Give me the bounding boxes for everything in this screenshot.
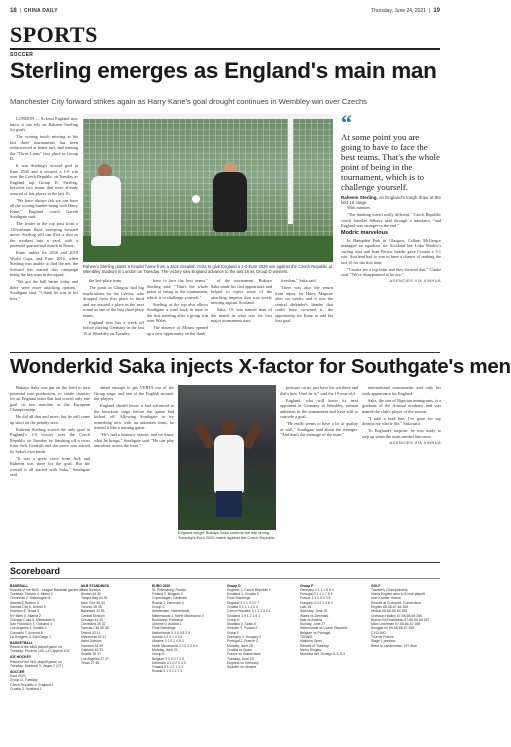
paragraph: "We have always felt we can have all the scoring burden being with Harry Kane," England coach Gareth Southgate said.: [10, 197, 78, 219]
scoreboard-heading: EURO 2020: [152, 583, 171, 588]
scoreboard-row: TENNIS: [300, 635, 313, 640]
scoreboard-row: Ukraine 0, Austria 1: [152, 622, 182, 627]
scoreboard-row: Result of the NBA playoff game on: [10, 645, 62, 650]
scoreboard-row: Baltimore 22 51: [81, 609, 105, 614]
paragraph: Sterling, at the top also allows Southgate a road back in time to the first meeting after a group win over Wales.: [147, 301, 208, 323]
story1-right-column: [341, 205, 441, 348]
story1-column-5: [275, 278, 333, 348]
story2-photo-caption: England winger Bukayo Saka controls the ball during Tuesday's Euro 2020 match against the Czech Republic.: [178, 530, 276, 540]
scoreboard-row: Houston 8, Texas 3: [10, 609, 39, 614]
scoreboard-row: Netherlands 3, North Macedonia 0: [152, 613, 204, 618]
scoreboard-row: Bucharest, Romania: [152, 617, 183, 622]
scoreboard-row: Los Angeles 4, Seattle 2: [10, 626, 47, 631]
story1-left-column: [10, 116, 78, 348]
scoreboard-row: Russia 1, Denmark 4: [152, 600, 184, 605]
scoreboard-row: Hungary 3 0 2 1 3 6 2: [300, 600, 333, 605]
scoreboard-row: Travelers Championship: [371, 587, 408, 592]
scoreboard-row: Finland 3 1 0 2 1 3 3: [152, 665, 183, 670]
paragraph: England should know it had advanced to the knockout stage before the game had kicked off. Allowing Southgate to try something new with an unbeaten team, he treated it like a training game.: [94, 403, 174, 430]
byline: AGENCIES VIA XINHUA: [389, 279, 441, 283]
section-title: SPORTS: [10, 22, 98, 47]
scoreboard-row: Group E: [227, 617, 240, 622]
scoreboard-row: Minnesota 32 41: [81, 635, 107, 640]
scoreboard-column-5: [300, 582, 368, 742]
scoreboard-row: Tuesday: Toronto 4, Miami 2: [10, 592, 53, 597]
scoreboard-row: Portugal 2, France 2: [227, 639, 258, 644]
player-right-arm: [241, 422, 262, 450]
scoreboard-heading: GOLF: [371, 583, 381, 588]
section-rule: [10, 48, 440, 50]
player-shorts: [216, 491, 242, 517]
scoreboard-row: CYCLING: [371, 630, 387, 635]
scoreboard-row: San Francisco 3, Oakland 4: [10, 622, 52, 627]
scoreboard-row: Saturday, June 26: [300, 609, 328, 614]
player-figure: [91, 176, 121, 246]
scoreboard-row: Chicago Cubs 6, Milwaukee 5: [10, 617, 55, 622]
story1-photo: [83, 114, 333, 262]
scoreboard-row: Boston 44 30: [81, 592, 101, 597]
goalkeeper-figure: [213, 172, 247, 232]
scoreboard-row: England 3 2 1 0 2 0 7: [227, 600, 260, 605]
scoreboard-row: Croatia 3, Scotland 1: [10, 686, 42, 691]
paragraph: "I take a lead line. I've gone for my dreams my whole life," Saka said.: [362, 415, 441, 426]
paragraph: Bukayo Saka was put on the field to turn potential into production, to create chances for an England team that had scored only one goal in two matches at the European Championship.: [10, 385, 90, 412]
scoreboard-row: Kansas City 6, Detroit 5: [10, 604, 46, 609]
scoreboard-row: Colorado 7, Arizona 8: [10, 630, 43, 635]
publication-logo: CHINA DAILY: [24, 8, 58, 14]
scoreboard-row: Last 16: [300, 604, 312, 609]
paragraph: There was also the return from injury for Harry Maguire after six weeks, and it was the central defender's header that could have crowned it, the opportunity for Kane to add his first goal.: [275, 285, 333, 323]
page-number-right: 19: [433, 8, 440, 14]
scoreboard-row: Tour de France: [371, 635, 394, 640]
scoreboard-row: Chesson Hadley 67-68-66-65 266: [371, 613, 422, 618]
scoreboard-row: Euro 2020: [10, 673, 26, 678]
story1-column-2: [83, 278, 144, 348]
scoreboard-row: Finland 0, Belgium 2: [152, 592, 183, 597]
paragraph: pressure on us, just have his wit there and that's how I feel he is," said the 19-year-old.: [280, 385, 358, 396]
scoreboard-row: Cincinnati 2, Washington 8: [10, 596, 51, 601]
scoreboard-row: Germany 3 1 1 1 6 5 4: [300, 587, 334, 592]
scoreboard-row: Houston 44 30: [81, 643, 104, 648]
story2-photo: [178, 385, 276, 530]
scoreboard-row: Tuesday, June 29: [227, 656, 254, 661]
scoreboard-row: LA Dodgers 3, San Diego 2: [10, 635, 52, 640]
goalpost: [288, 114, 293, 224]
story1-deck: Manchester City forward strikes again as Harry Kane's goal drought continues in Wembley win over Czechs: [10, 97, 367, 106]
scoreboard-row: Monday, June 21: [152, 647, 178, 652]
byline: AGENCIES VIA XINHUA: [389, 440, 441, 445]
quote-mark-icon: “: [341, 110, 352, 135]
scoreboard-row: Kansas City 35 38: [81, 626, 109, 631]
scoreboard-row: Seattle 39 37: [81, 652, 101, 657]
scoreboard-row: England 1, Czech Republic 0: [227, 587, 271, 592]
story2-column-4: [280, 385, 358, 541]
scoreboard-row: Marc Leishman 67-68-66-67 268: [371, 622, 421, 627]
scoreboard-row: English 68-66-67-64 265: [371, 604, 409, 609]
scoreboard-row: Harris English wins in 8-hole playoff: [371, 592, 425, 597]
scoreboard-column-2: [81, 582, 149, 742]
paragraph: "The thinking wasn't really different," Czech Republic coach Jaroslav Silhavy said through a translator, "and England was stronger in the end.": [341, 212, 441, 228]
scoreboard-row: Amsterdam, Netherlands: [152, 609, 190, 614]
scoreboard-row: Detroit 33 41: [81, 630, 101, 635]
scoreboard-row: Nishioka def. Sonego 6-3, 6-3: [300, 652, 345, 657]
story1-photo-caption: Raheem Sterling plants a header home from a Jack Grealish cross to give England a 1-0 Euro 2020 win against the Czech Republic at Wembley Stadium in London on Tuesday. The victory saw England advance to the last 16 as Group D winners.: [83, 264, 333, 275]
scoreboard-row: Atlanta 8, Boston 3: [10, 600, 39, 605]
paragraph: have to face the best teams," Sterling said. "That's the whole point of being in the tournament, which is to challenge yourself.": [147, 278, 208, 300]
scoreboard-row: Tuesday: Phoenix 104, LA Clippers 103: [10, 649, 70, 654]
story2-column-5: [362, 385, 441, 541]
scoreboard-row: Germany 2, Hungary 2: [227, 635, 262, 640]
scoreboard-heading: Group D: [227, 583, 241, 588]
scoreboard-row: Scotland 3 0 1 2 1 5 1: [227, 613, 260, 618]
paragraph: Saka, the son of Nigerian immigrants, is a graduate of the Arsenal academy and was named the club's player of the season.: [362, 397, 441, 414]
pull-quote-context: on England's tough draw at the last 16 stage: [341, 195, 441, 206]
scoreboard-row: Final Standings: [152, 626, 176, 631]
paragraph: of the tournament, Bukayo Saka made his first appearance and helped to inject some of the attacking impetus that was sorely missing against Scotland.: [211, 278, 272, 305]
scoreboard-column-4: [227, 582, 297, 742]
scoreboard-row: Texas 27 48: [81, 660, 100, 665]
page-number-left: 18: [10, 8, 17, 14]
paragraph: England now has a week off before playing Germany in the last 16 at Wembley on Tuesday.: [83, 319, 144, 336]
pull-quote: [341, 110, 441, 206]
story2-headline: Wonderkid Saka injects X-factor for Southgate's men: [10, 355, 511, 378]
paragraph: In Hampden Park in Glasgow, Callum McGregor managed an equalizer for Scotland but Luka Modric's curling shot and Ivan Perisic header gave Croatia a 3-1 win. Scotland had to win to have a chance of making the last 16 for the first time.: [341, 237, 441, 265]
paragraph: He did all that and more, but he still came up short on the penalty area.: [10, 414, 90, 425]
story1-headline: Sterling emerges as England's main man: [10, 58, 437, 83]
scoreboard-row: Oakland 43 33: [81, 647, 104, 652]
scoreboard-rule: [10, 562, 440, 563]
scoreboard-row: Group C: [152, 604, 165, 609]
paragraph: ahead enough to get VERTA out of the Group stage, and one of the English second-tier players.: [94, 385, 174, 401]
masthead-right: [371, 8, 440, 14]
paragraph: "It was a great cross from Jack and Raheem was there for the goal. But the overall it all started with Saka," Southgate said.: [10, 455, 90, 477]
scoreboard-row: Monday, June 28: [227, 643, 253, 648]
scoreboard-row: New York 38 34: [81, 600, 105, 605]
paragraph: "He really seems to have a lot of quality as well," Southgate said about the teenager. "And that's the message of the team.": [280, 421, 358, 437]
story1-column-4: [211, 278, 272, 348]
scoreboard-row: Italy vs Austria: [300, 617, 322, 622]
story2-column-1: [10, 385, 90, 541]
scoreboard-row: Croatia 3 1 1 1 4 3 4: [227, 604, 258, 609]
scoreboard-row: North Macedonia 3 0 0 3 2 8 0: [152, 643, 198, 648]
paragraph: the last-place team.: [89, 278, 123, 283]
pull-quote-name: Raheem Sterling,: [341, 195, 378, 200]
paragraph: With minutes.: [347, 205, 372, 210]
scoreboard-row: Belgium vs Portugal: [300, 630, 331, 635]
paragraph: "We got the ball better today and there were more attacking options," Southgate said. "I think he was at his best.": [10, 279, 78, 301]
scoreboard-row: Results of Tuesday: [300, 643, 329, 648]
paragraph: Kane, unlike for 2016 and 2018 World Cups, and Euro 2016, when Sterling was unable to find the net, the forward has started this campaign being the key man in the squad.: [10, 250, 78, 277]
paragraph: The scoring touch missing at his last three tournaments has been rediscovered at home turf, and earning the "Three Lions" first place in Group D.: [10, 134, 78, 161]
paragraph: The goals in Glasgow had big implications for the Czechs, who dropped from first place to third and are assured a place in the next round as one of the best third-place teams.: [83, 285, 144, 318]
story1-column-3: [147, 278, 208, 348]
scoreboard-row: Men's Singles: [300, 647, 322, 652]
scoreboard-row: Sunday, June 27: [300, 622, 326, 627]
scoreboard-row: West Division: [81, 639, 102, 644]
crossbar: [83, 114, 333, 119]
scoreboard-row: France vs Switzerland: [227, 652, 261, 657]
paragraph: It was Sterling's second goal at Euro 2020 and it secured a 1-0 win over the Czech Republic on Tuesday as England top Group D. Sterling, between two teams that were already assured of last places in the last 16.: [10, 163, 78, 196]
scoreboard-row: Czech Republic 0, England 1: [10, 682, 54, 687]
scoreboard-row: Tampa Bay 44 30: [81, 596, 108, 601]
scoreboard-column-1: [10, 582, 83, 742]
publication-date: Thursday, June 24, 2021: [371, 8, 426, 14]
soccer-ball: [191, 194, 201, 204]
scoreboard-row: Scotland 1, Croatia 3: [227, 592, 259, 597]
paragraph: LONDON — At least England now know it can rely on Raheem Sterling for goals.: [10, 116, 78, 132]
paragraph: The leader at the top post from a 12th-minute fluid, sweeping forward move, Sterling still can flick a shot as the weakest into a yard, with a potential quarterfinal match in Rome.: [10, 221, 78, 248]
player-figure: [214, 435, 244, 493]
scoreboard-row: Toronto 36 35: [81, 604, 102, 609]
scoreboard-row: Result of the NHL playoff game on: [10, 659, 62, 664]
player-left-arm: [194, 422, 215, 450]
scoreboard-row: Belgium 3 3 0 0 7 1 9: [152, 656, 185, 661]
scoreboard-row: Sweden vs Ukraine: [227, 665, 257, 670]
scoreboard-row: Netherlands vs Czech Republic: [300, 626, 348, 631]
scoreboard-heading: BASEBALL: [10, 583, 29, 588]
scoreboard-row: Slovakia 0, Spain 5: [227, 622, 257, 627]
paragraph: To England's surprise, he was ready to step up when the team needed him most.: [362, 428, 441, 439]
scoreboard-row: Cleveland 39 32: [81, 622, 106, 627]
scoreboard-row: Final Standings: [227, 596, 251, 601]
masthead: [10, 6, 440, 16]
player-head: [221, 420, 236, 435]
scoreboard-row: Mallorca Open: [300, 639, 323, 644]
scoreboard-row: Ukraine 3 1 0 2 4 5 3: [152, 639, 184, 644]
paragraph: The absence of Mount opened up a new opportunity on the flank.: [147, 325, 208, 336]
scoreboard-row: Stage 1 preview: [371, 639, 396, 644]
scoreboard-row: France 3 1 2 0 4 3 5: [300, 596, 331, 601]
scoreboard-row: Los Angeles 37 37: [81, 656, 109, 661]
paragraph: freedom," Saka said.: [281, 278, 317, 283]
scoreboard-row: England vs Germany: [227, 660, 259, 665]
scoreboard-row: Denmark 3 1 0 2 5 4 3: [152, 660, 186, 665]
paragraph: international tournaments and only his sixth appearance for England.: [362, 385, 441, 396]
paragraph: England, who will know its next opponent in Germany at Wembley, remain unbeaten in the tournament and have still to concede a goal.: [280, 397, 358, 419]
scoreboard-row: NY Mets 4, Atlanta 2: [10, 613, 41, 618]
scoreboard-row: Group B: [152, 652, 165, 657]
scoreboard-heading: BASKETBALL: [10, 640, 33, 645]
scoreboard-row: St. Petersburg, Russia: [152, 587, 186, 592]
story-divider: [10, 352, 440, 353]
masthead-left: [10, 8, 58, 14]
scoreboard-row: Russia 3 1 0 2 2 7 3: [152, 669, 183, 674]
scoreboard-row: Group D, Tuesday: [10, 678, 38, 683]
masthead-separator-right: |: [429, 8, 431, 14]
pull-quote-text: At some point you are going to have to face the best teams. That's the whole point of being in the tournament, which is to challenge yourself.: [341, 132, 440, 192]
scoreboard-row: Bryson DeChambeau 67-66-66-68 267: [371, 617, 430, 622]
scoreboard-row: Group F: [227, 630, 240, 635]
scoreboard-row: Results at Cromwell, Connecticut: [371, 600, 421, 605]
scoreboard-title: Scoreboard: [10, 566, 61, 576]
scoreboard-row: Wales vs Denmark: [300, 613, 329, 618]
story-kicker: SOCCER: [10, 52, 34, 58]
scoreboard-row: Brest to Landerneau, 197.8km: [371, 643, 417, 648]
scoreboard-row: Hickok 68-68-65-64 265: [371, 609, 408, 614]
scoreboard-heading: ICE HOCKEY: [10, 655, 32, 660]
scoreboard-row: Tuesday: Montreal 3, Vegas 2 (OT): [10, 663, 63, 668]
scoreboard-row: Chicago 44 30: [81, 617, 103, 622]
scoreboard-column-6: [371, 582, 441, 742]
scoreboard-row: East Division: [81, 587, 101, 592]
paragraph: "Croatia are a top team and they showed that," Clarke said. "We're disappointed to be out.": [341, 266, 441, 277]
scoreboard-row: over Kramer Hickok: [371, 596, 401, 601]
scoreboard-rule-thin: [10, 578, 440, 579]
scoreboard-row: Netherlands 3 3 0 0 8 2 9: [152, 630, 191, 635]
paragraph: Raheem Sterling scored the only goal in England's 1-0 victory over the Czech Republic on Tuesday by finishing off a cross from Jack Grealish and the move was started by Saka's own break.: [10, 426, 90, 454]
scoreboard-row: Sungjae Im 69-65-68-67 269: [371, 626, 415, 631]
scoreboard-row: Croatia vs Spain: [227, 647, 252, 652]
scoreboard-row: Central Division: [81, 613, 105, 618]
scoreboard-heading: Group F: [300, 583, 314, 588]
scoreboard-row: Portugal 3 1 1 1 7 6 4: [300, 592, 333, 597]
scoreboard-row: Copenhagen, Denmark: [152, 596, 188, 601]
story2-column-2: [94, 385, 174, 541]
paragraph: Saka, 19, was named man of the match in what was his first major tournament start.: [211, 307, 272, 323]
scoreboard-row: Results of the MLB - League Baseball games on: [10, 587, 83, 592]
masthead-separator: |: [19, 8, 21, 14]
scoreboard-heading: MLB STANDINGS: [81, 583, 110, 588]
paragraph: "He's had a fantastic season, and we know what he brings," Southgate said. "He can play anywhere across the front.": [94, 432, 174, 448]
scoreboard-row: Austria 3 2 0 1 4 3 6: [152, 635, 183, 640]
subhead: Modric marvelous: [341, 229, 389, 236]
scoreboard-column-3: [152, 582, 224, 742]
scoreboard-row: Czech Republic 3 1 1 1 3 2 4: [227, 609, 271, 614]
scoreboard-row: Sweden 3, Poland 2: [227, 626, 258, 631]
scoreboard-heading: SOCCER: [10, 669, 25, 674]
